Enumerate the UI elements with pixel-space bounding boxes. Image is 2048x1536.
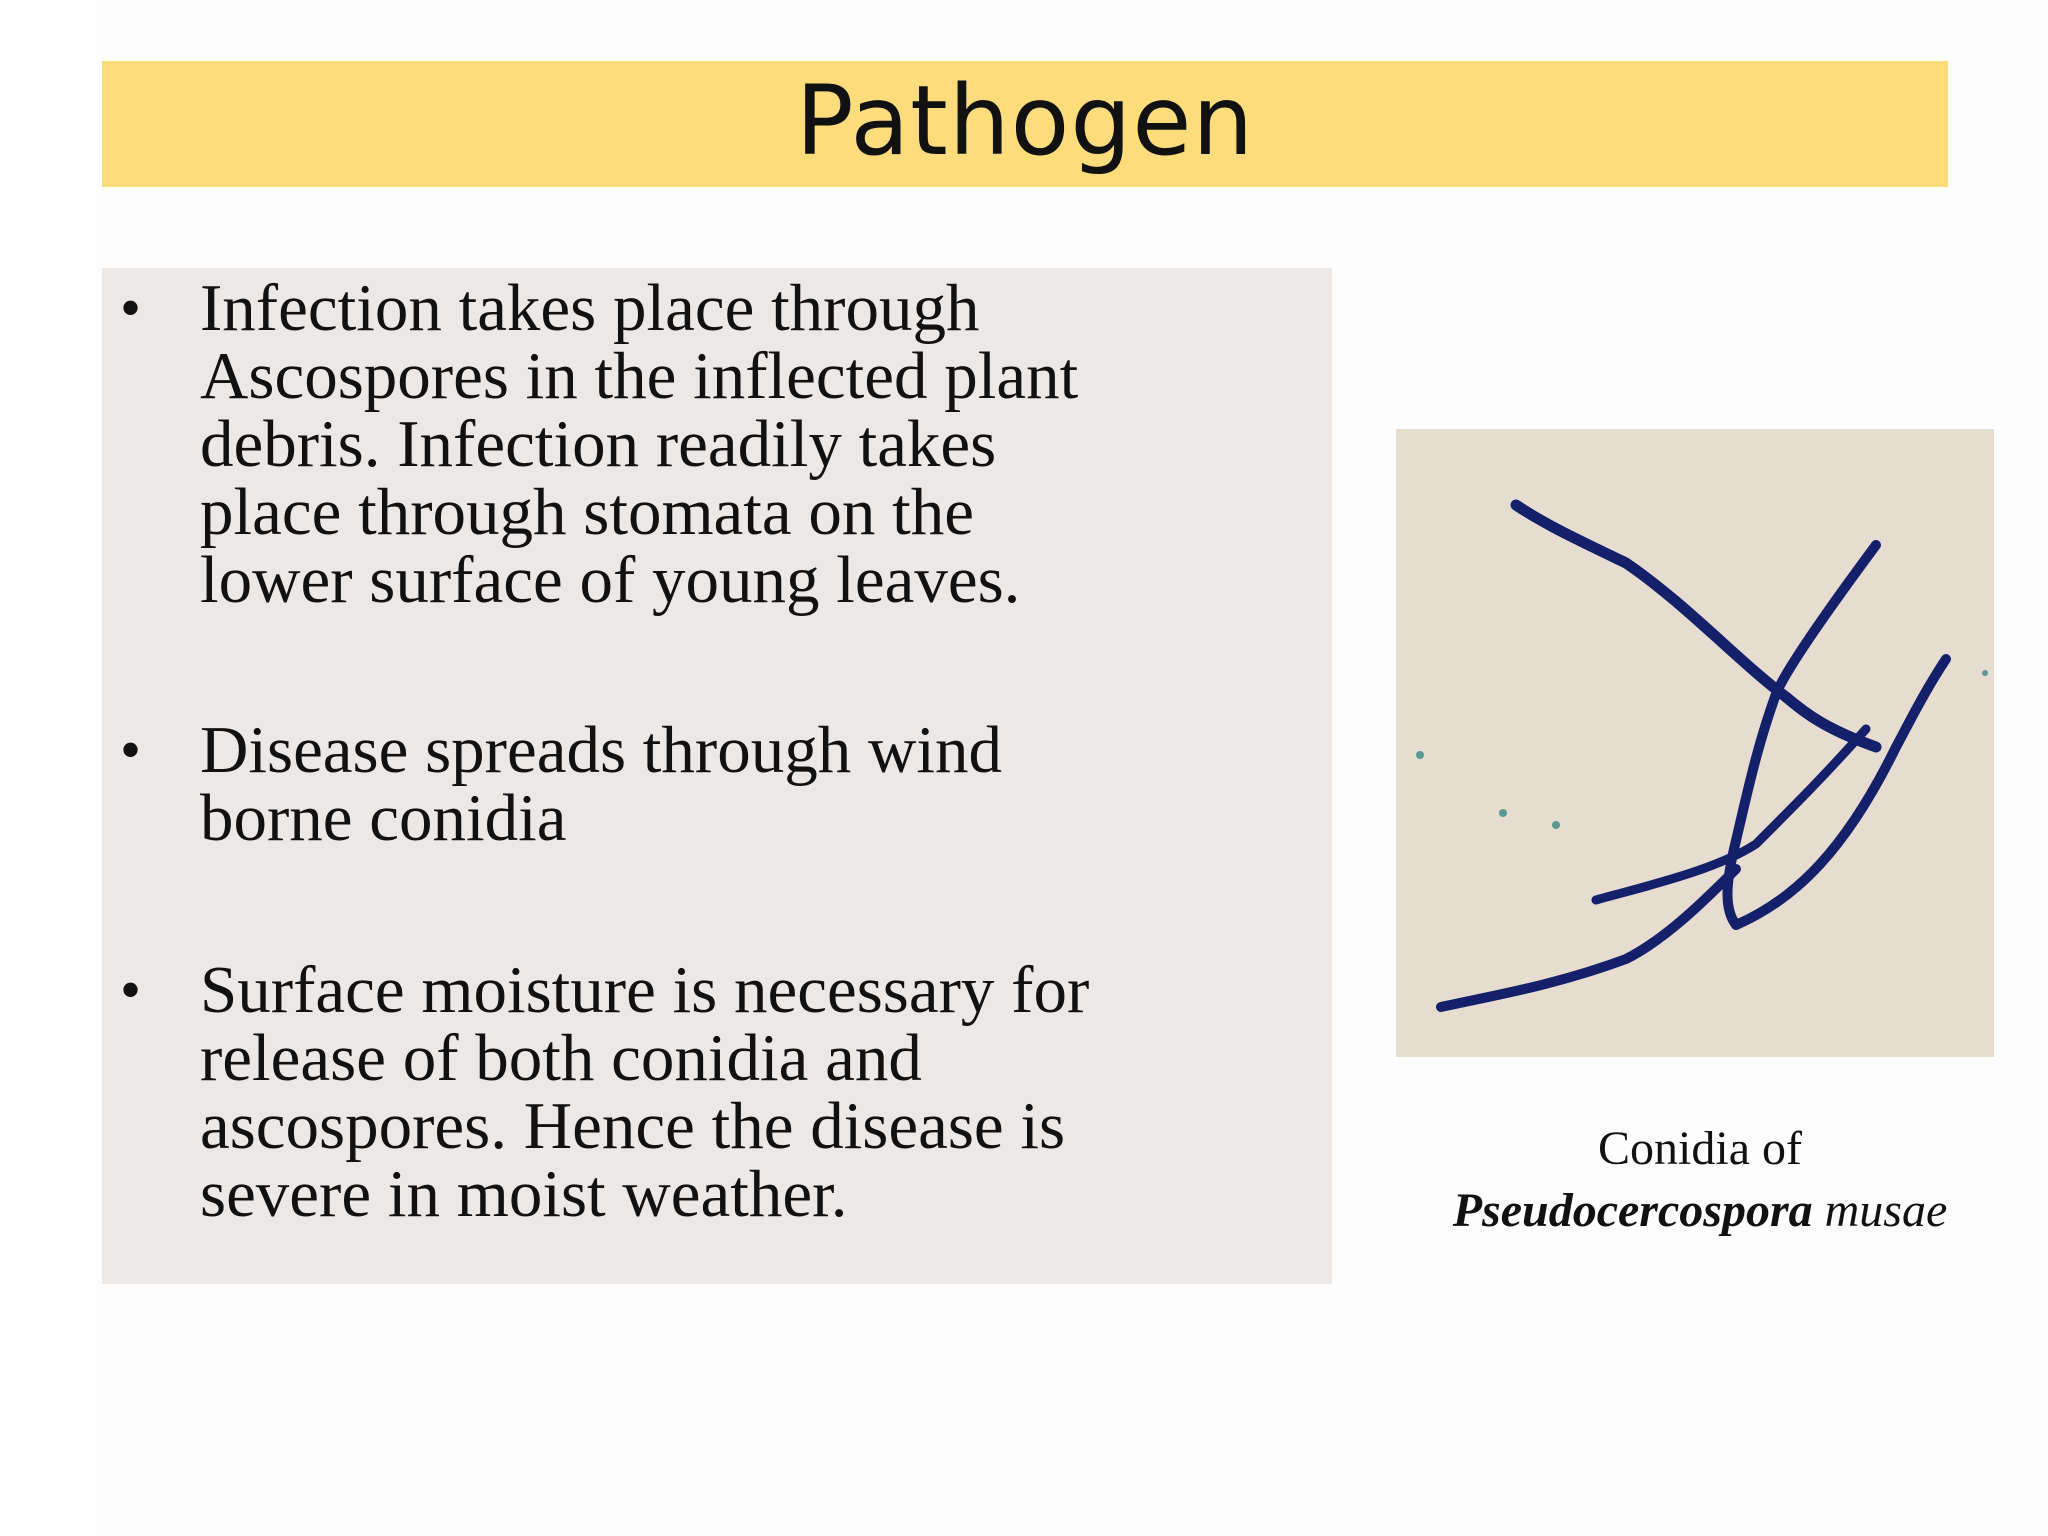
bullet-panel: [102, 268, 1332, 1284]
bullet-marker: •: [120, 275, 142, 341]
conidia-micrograph-drawing: [1396, 429, 1994, 1057]
title-bar: [102, 61, 1948, 187]
micrograph-speck: [1416, 751, 1424, 759]
caption-species: musae: [1824, 1184, 1948, 1237]
bullet-text: Disease spreads through wind borne conidia: [200, 713, 1002, 855]
caption-line1: Conidia of: [1598, 1122, 1802, 1175]
micrograph-speck: [1982, 670, 1988, 676]
micrograph-speck: [1552, 821, 1560, 829]
bullet-marker: •: [120, 717, 142, 783]
micrograph-background: [1396, 429, 1994, 1057]
caption-genus: Pseudocercospora: [1452, 1184, 1813, 1237]
bullet-text: Infection takes place through Ascospores in the inflected plant debris. Infection readily takes place through stomata on the lower surface of young leaves.: [200, 271, 1079, 617]
caption-line2: [1390, 1180, 2010, 1242]
figure-caption: [1390, 1118, 2010, 1242]
slide-title: Pathogen: [795, 65, 1255, 177]
bullet-text: Surface moisture is necessary for release of both conidia and ascospores. Hence the disease is severe in moist weather.: [200, 953, 1090, 1231]
micrograph-speck: [1499, 809, 1507, 817]
bullet-marker: •: [120, 957, 142, 1023]
conidia-micrograph: [1396, 429, 1994, 1057]
